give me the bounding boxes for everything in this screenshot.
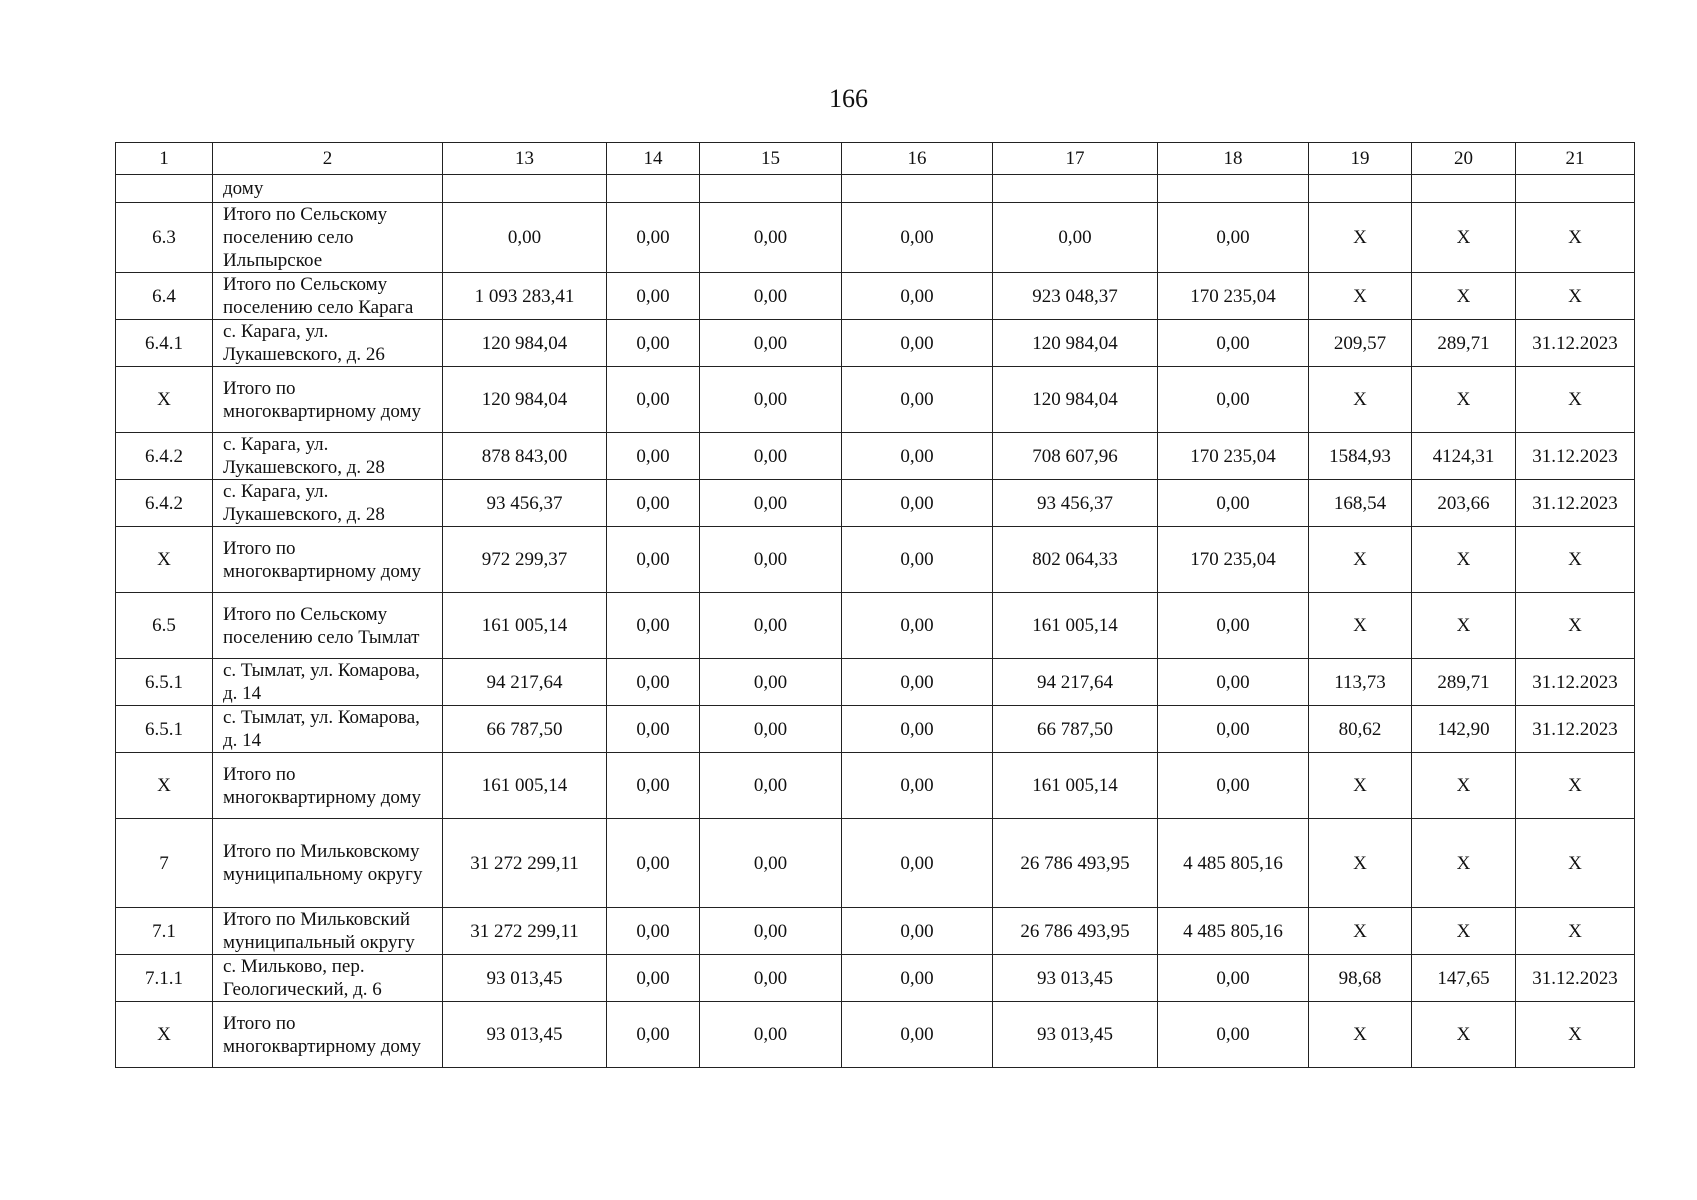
col-20-cell: Х: [1412, 819, 1516, 908]
col-20-cell: Х: [1412, 203, 1516, 273]
row-number-cell: 6.5.1: [116, 706, 213, 753]
row-number-cell: [116, 175, 213, 203]
col-14-cell: 0,00: [607, 659, 700, 706]
table-row: [116, 480, 1635, 527]
col-17-cell: 93 013,45: [993, 955, 1158, 1002]
col-16-cell: 0,00: [842, 433, 993, 480]
col-17-cell: 93 456,37: [993, 480, 1158, 527]
col-16-cell: 0,00: [842, 659, 993, 706]
col-16-cell: 0,00: [842, 1002, 993, 1068]
row-name-cell: Итого по многоквартирному дому: [213, 753, 443, 819]
table-row: [116, 175, 1635, 203]
col-19-cell: Х: [1309, 1002, 1412, 1068]
row-name-cell: с. Карага, ул. Лукашевского, д. 26: [213, 320, 443, 367]
col-18-cell: 0,00: [1158, 659, 1309, 706]
col-17-cell: 120 984,04: [993, 367, 1158, 433]
row-number-cell: 6.4.2: [116, 433, 213, 480]
row-number-cell: 6.5: [116, 593, 213, 659]
col-15-cell: 0,00: [700, 753, 842, 819]
col-15-cell: 0,00: [700, 527, 842, 593]
col-16-cell: 0,00: [842, 908, 993, 955]
col-19-cell: Х: [1309, 203, 1412, 273]
col-14-cell: 0,00: [607, 955, 700, 1002]
col-17-cell: 923 048,37: [993, 273, 1158, 320]
col-18-cell: 0,00: [1158, 203, 1309, 273]
row-number-cell: 7.1: [116, 908, 213, 955]
row-name-cell: Итого по Мильковский муниципальный округу: [213, 908, 443, 955]
col-13-cell: 972 299,37: [443, 527, 607, 593]
col-19-cell: Х: [1309, 819, 1412, 908]
row-number-cell: 6.3: [116, 203, 213, 273]
col-18-cell: 0,00: [1158, 753, 1309, 819]
column-header: 15: [700, 143, 842, 175]
column-header: 18: [1158, 143, 1309, 175]
col-21-cell: 31.12.2023: [1516, 659, 1635, 706]
row-name-cell: с. Мильково, пер. Геологический, д. 6: [213, 955, 443, 1002]
col-14-cell: 0,00: [607, 819, 700, 908]
col-17-cell: [993, 175, 1158, 203]
col-16-cell: 0,00: [842, 320, 993, 367]
row-number-cell: 6.4.1: [116, 320, 213, 367]
col-21-cell: Х: [1516, 273, 1635, 320]
col-15-cell: 0,00: [700, 955, 842, 1002]
col-19-cell: Х: [1309, 527, 1412, 593]
row-number-cell: Х: [116, 1002, 213, 1068]
table-row: [116, 203, 1635, 273]
column-header: 13: [443, 143, 607, 175]
col-21-cell: Х: [1516, 1002, 1635, 1068]
col-18-cell: 0,00: [1158, 320, 1309, 367]
col-18-cell: 4 485 805,16: [1158, 908, 1309, 955]
col-19-cell: Х: [1309, 273, 1412, 320]
col-14-cell: 0,00: [607, 753, 700, 819]
col-13-cell: 0,00: [443, 203, 607, 273]
col-15-cell: 0,00: [700, 203, 842, 273]
col-17-cell: 161 005,14: [993, 753, 1158, 819]
row-name-cell: Итого по многоквартирному дому: [213, 367, 443, 433]
col-16-cell: 0,00: [842, 480, 993, 527]
column-header: 1: [116, 143, 213, 175]
col-19-cell: 209,57: [1309, 320, 1412, 367]
col-21-cell: Х: [1516, 753, 1635, 819]
col-13-cell: 31 272 299,11: [443, 908, 607, 955]
col-14-cell: 0,00: [607, 1002, 700, 1068]
col-20-cell: Х: [1412, 593, 1516, 659]
col-18-cell: 170 235,04: [1158, 433, 1309, 480]
col-18-cell: 4 485 805,16: [1158, 819, 1309, 908]
col-15-cell: 0,00: [700, 593, 842, 659]
col-20-cell: 203,66: [1412, 480, 1516, 527]
col-19-cell: 80,62: [1309, 706, 1412, 753]
col-16-cell: 0,00: [842, 955, 993, 1002]
col-21-cell: Х: [1516, 203, 1635, 273]
table-row: [116, 955, 1635, 1002]
col-20-cell: Х: [1412, 908, 1516, 955]
col-19-cell: Х: [1309, 908, 1412, 955]
col-19-cell: Х: [1309, 367, 1412, 433]
row-number-cell: Х: [116, 753, 213, 819]
table-row: [116, 433, 1635, 480]
row-number-cell: Х: [116, 527, 213, 593]
col-21-cell: Х: [1516, 908, 1635, 955]
col-13-cell: 120 984,04: [443, 367, 607, 433]
row-name-cell: с. Карага, ул. Лукашевского, д. 28: [213, 433, 443, 480]
col-15-cell: 0,00: [700, 908, 842, 955]
row-name-cell: Итого по многоквартирному дому: [213, 1002, 443, 1068]
table-row: [116, 659, 1635, 706]
row-number-cell: 6.4: [116, 273, 213, 320]
col-14-cell: [607, 175, 700, 203]
col-18-cell: 0,00: [1158, 480, 1309, 527]
col-15-cell: 0,00: [700, 1002, 842, 1068]
col-20-cell: Х: [1412, 273, 1516, 320]
row-name-cell: Итого по многоквартирному дому: [213, 527, 443, 593]
col-15-cell: 0,00: [700, 433, 842, 480]
col-16-cell: 0,00: [842, 593, 993, 659]
col-21-cell: 31.12.2023: [1516, 480, 1635, 527]
col-16-cell: 0,00: [842, 273, 993, 320]
col-13-cell: 161 005,14: [443, 753, 607, 819]
col-17-cell: 94 217,64: [993, 659, 1158, 706]
col-19-cell: 98,68: [1309, 955, 1412, 1002]
col-21-cell: 31.12.2023: [1516, 320, 1635, 367]
col-18-cell: 170 235,04: [1158, 527, 1309, 593]
col-18-cell: 0,00: [1158, 1002, 1309, 1068]
page-number: 166: [829, 84, 868, 113]
col-13-cell: 120 984,04: [443, 320, 607, 367]
col-14-cell: 0,00: [607, 433, 700, 480]
col-18-cell: 170 235,04: [1158, 273, 1309, 320]
col-15-cell: 0,00: [700, 273, 842, 320]
col-13-cell: 161 005,14: [443, 593, 607, 659]
row-name-cell: с. Тымлат, ул. Комарова, д. 14: [213, 659, 443, 706]
col-20-cell: 289,71: [1412, 320, 1516, 367]
row-name-cell: Итого по Мильковскому муниципальному округу: [213, 819, 443, 908]
row-number-cell: 7: [116, 819, 213, 908]
col-21-cell: Х: [1516, 819, 1635, 908]
col-15-cell: 0,00: [700, 320, 842, 367]
col-13-cell: 93 456,37: [443, 480, 607, 527]
row-name-cell: Итого по Сельскому поселению село Ильпырское: [213, 203, 443, 273]
col-18-cell: 0,00: [1158, 593, 1309, 659]
col-15-cell: 0,00: [700, 659, 842, 706]
col-21-cell: Х: [1516, 527, 1635, 593]
column-header: 19: [1309, 143, 1412, 175]
col-21-cell: Х: [1516, 593, 1635, 659]
col-17-cell: 802 064,33: [993, 527, 1158, 593]
column-header: 16: [842, 143, 993, 175]
table-row: [116, 527, 1635, 593]
col-17-cell: 708 607,96: [993, 433, 1158, 480]
col-21-cell: Х: [1516, 367, 1635, 433]
col-16-cell: [842, 175, 993, 203]
table-row: [116, 819, 1635, 908]
col-20-cell: 4124,31: [1412, 433, 1516, 480]
col-19-cell: 1584,93: [1309, 433, 1412, 480]
col-14-cell: 0,00: [607, 706, 700, 753]
table-row: [116, 1002, 1635, 1068]
row-number-cell: Х: [116, 367, 213, 433]
col-13-cell: [443, 175, 607, 203]
row-name-cell: с. Карага, ул. Лукашевского, д. 28: [213, 480, 443, 527]
row-number-cell: 7.1.1: [116, 955, 213, 1002]
col-19-cell: 168,54: [1309, 480, 1412, 527]
col-15-cell: 0,00: [700, 367, 842, 433]
col-16-cell: 0,00: [842, 819, 993, 908]
col-20-cell: Х: [1412, 367, 1516, 433]
col-16-cell: 0,00: [842, 367, 993, 433]
col-13-cell: 93 013,45: [443, 1002, 607, 1068]
col-16-cell: 0,00: [842, 753, 993, 819]
col-17-cell: 26 786 493,95: [993, 819, 1158, 908]
col-21-cell: 31.12.2023: [1516, 955, 1635, 1002]
col-15-cell: 0,00: [700, 480, 842, 527]
col-15-cell: 0,00: [700, 819, 842, 908]
col-14-cell: 0,00: [607, 527, 700, 593]
col-20-cell: [1412, 175, 1516, 203]
table-row: [116, 273, 1635, 320]
col-19-cell: 113,73: [1309, 659, 1412, 706]
table-row: [116, 593, 1635, 659]
col-13-cell: 94 217,64: [443, 659, 607, 706]
row-name-cell: с. Тымлат, ул. Комарова, д. 14: [213, 706, 443, 753]
col-20-cell: 289,71: [1412, 659, 1516, 706]
col-17-cell: 120 984,04: [993, 320, 1158, 367]
col-14-cell: 0,00: [607, 203, 700, 273]
table-row: [116, 706, 1635, 753]
col-20-cell: 147,65: [1412, 955, 1516, 1002]
row-number-cell: 6.5.1: [116, 659, 213, 706]
col-17-cell: 66 787,50: [993, 706, 1158, 753]
col-18-cell: 0,00: [1158, 955, 1309, 1002]
table-body: [116, 175, 1635, 1068]
col-14-cell: 0,00: [607, 367, 700, 433]
col-16-cell: 0,00: [842, 706, 993, 753]
report-table: [115, 142, 1635, 1068]
table-row: [116, 908, 1635, 955]
col-21-cell: 31.12.2023: [1516, 706, 1635, 753]
table-row: [116, 367, 1635, 433]
col-18-cell: 0,00: [1158, 706, 1309, 753]
col-20-cell: Х: [1412, 753, 1516, 819]
header-row: [116, 143, 1635, 175]
col-16-cell: 0,00: [842, 527, 993, 593]
col-13-cell: 878 843,00: [443, 433, 607, 480]
col-19-cell: Х: [1309, 753, 1412, 819]
column-header: 14: [607, 143, 700, 175]
col-20-cell: Х: [1412, 1002, 1516, 1068]
row-name-cell: Итого по Сельскому поселению село Карага: [213, 273, 443, 320]
col-14-cell: 0,00: [607, 908, 700, 955]
row-name-cell: дому: [213, 175, 443, 203]
row-number-cell: 6.4.2: [116, 480, 213, 527]
col-15-cell: [700, 175, 842, 203]
row-name-cell: Итого по Сельскому поселению село Тымлат: [213, 593, 443, 659]
table-row: [116, 320, 1635, 367]
col-17-cell: 0,00: [993, 203, 1158, 273]
col-21-cell: 31.12.2023: [1516, 433, 1635, 480]
column-header: 20: [1412, 143, 1516, 175]
col-20-cell: Х: [1412, 527, 1516, 593]
col-14-cell: 0,00: [607, 273, 700, 320]
col-21-cell: [1516, 175, 1635, 203]
col-13-cell: 31 272 299,11: [443, 819, 607, 908]
col-18-cell: [1158, 175, 1309, 203]
col-14-cell: 0,00: [607, 480, 700, 527]
col-18-cell: 0,00: [1158, 367, 1309, 433]
column-header: 21: [1516, 143, 1635, 175]
col-13-cell: 1 093 283,41: [443, 273, 607, 320]
col-20-cell: 142,90: [1412, 706, 1516, 753]
col-14-cell: 0,00: [607, 593, 700, 659]
col-13-cell: 93 013,45: [443, 955, 607, 1002]
column-header: 17: [993, 143, 1158, 175]
table-row: [116, 753, 1635, 819]
col-17-cell: 161 005,14: [993, 593, 1158, 659]
col-16-cell: 0,00: [842, 203, 993, 273]
col-13-cell: 66 787,50: [443, 706, 607, 753]
col-19-cell: [1309, 175, 1412, 203]
col-14-cell: 0,00: [607, 320, 700, 367]
col-15-cell: 0,00: [700, 706, 842, 753]
col-17-cell: 26 786 493,95: [993, 908, 1158, 955]
column-header: 2: [213, 143, 443, 175]
col-19-cell: Х: [1309, 593, 1412, 659]
col-17-cell: 93 013,45: [993, 1002, 1158, 1068]
